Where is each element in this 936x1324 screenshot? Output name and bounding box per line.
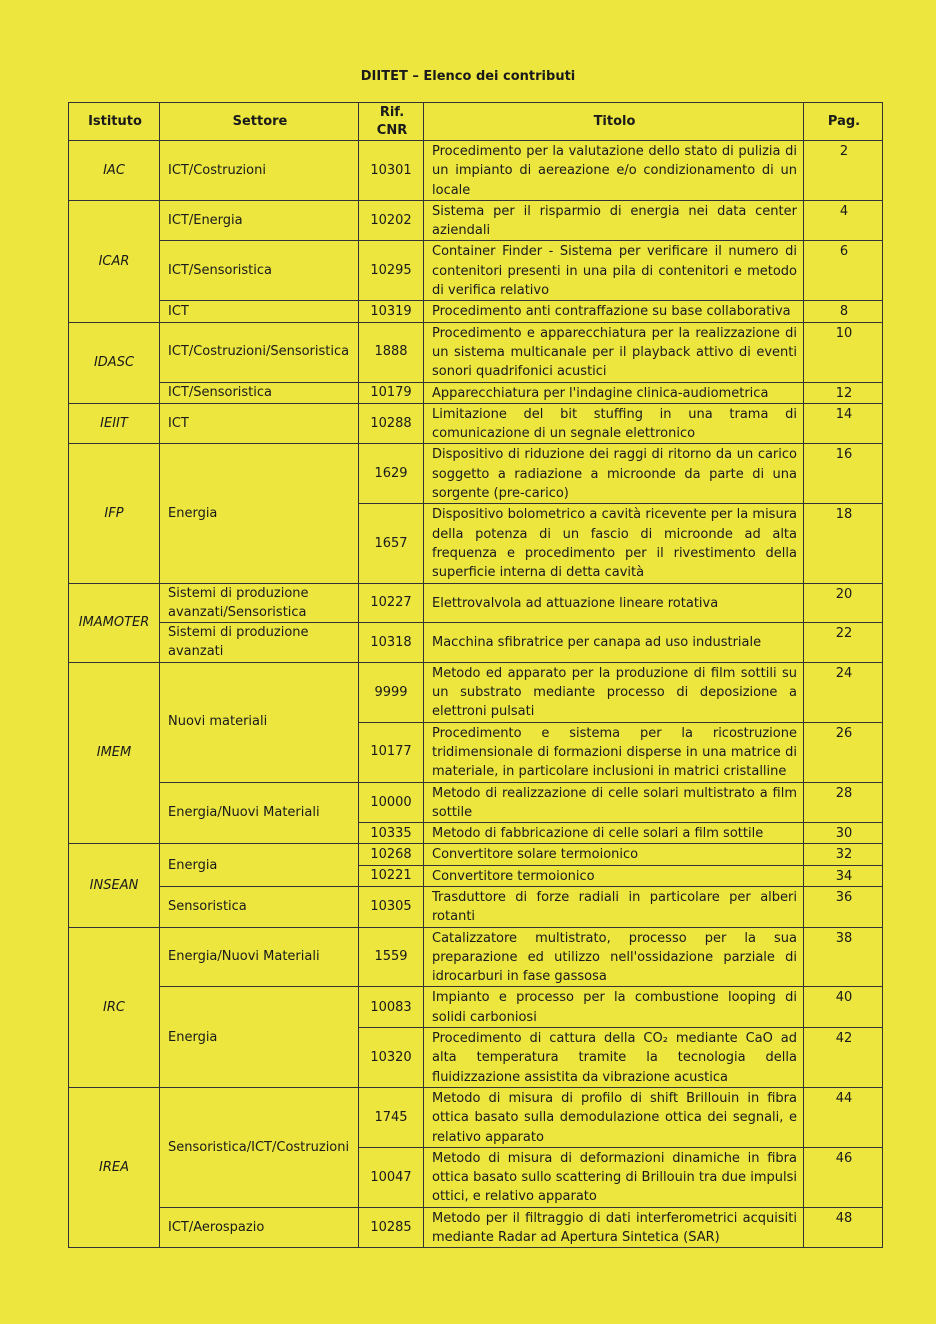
contributions-table [68, 102, 883, 1248]
header-settore: Settore [160, 103, 359, 141]
istituto-cell: IRC [69, 927, 160, 1087]
rif-cell: 10268 [359, 844, 424, 865]
table-row [69, 662, 883, 722]
rif-cell: 10177 [359, 722, 424, 782]
settore-cell: ICT/Sensoristica [160, 382, 359, 403]
pag-cell: 20 [804, 583, 883, 623]
table-row [69, 886, 883, 927]
titolo-cell: Procedimento anti contraffazione su base collaborativa [424, 301, 804, 322]
settore-cell: Nuovi materiali [160, 662, 359, 782]
rif-cell: 10318 [359, 623, 424, 663]
rif-cell: 10335 [359, 823, 424, 844]
table-row [69, 927, 883, 987]
istituto-cell: IDASC [69, 322, 160, 403]
rif-cell: 10000 [359, 782, 424, 823]
settore-cell: ICT/Costruzioni/Sensoristica [160, 322, 359, 382]
titolo-cell: Macchina sfibratrice per canapa ad uso industriale [424, 623, 804, 663]
table-header-row [69, 103, 883, 141]
settore-cell: Energia/Nuovi Materiali [160, 927, 359, 987]
pag-cell: 18 [804, 504, 883, 583]
table-row [69, 844, 883, 865]
settore-cell: Energia [160, 844, 359, 887]
pag-cell: 46 [804, 1147, 883, 1207]
rif-cell: 1745 [359, 1087, 424, 1147]
pag-cell: 48 [804, 1207, 883, 1248]
settore-cell: Sistemi di produzione avanzati/Sensoristica [160, 583, 359, 623]
page-title: DIITET – Elenco dei contributi [360, 69, 576, 84]
settore-cell: Sensoristica/ICT/Costruzioni [160, 1087, 359, 1207]
pag-cell: 28 [804, 782, 883, 823]
rif-cell: 1629 [359, 444, 424, 504]
titolo-cell: Catalizzatore multistrato, processo per la sua preparazione ed utilizzo nell'ossidazione parziale di idrocarburi in fase gassosa [424, 927, 804, 987]
rif-cell: 10083 [359, 987, 424, 1028]
pag-cell: 30 [804, 823, 883, 844]
istituto-cell: IMAMOTER [69, 583, 160, 662]
pag-cell: 40 [804, 987, 883, 1028]
settore-cell: Energia/Nuovi Materiali [160, 782, 359, 844]
pag-cell: 34 [804, 865, 883, 886]
titolo-cell: Impianto e processo per la combustione looping di solidi carboniosi [424, 987, 804, 1028]
pag-cell: 38 [804, 927, 883, 987]
istituto-cell: IMEM [69, 662, 160, 844]
table-row [69, 444, 883, 504]
titolo-cell: Convertitore solare termoionico [424, 844, 804, 865]
istituto-cell: IFP [69, 444, 160, 583]
rif-cell: 10179 [359, 382, 424, 403]
istituto-cell: IEIIT [69, 403, 160, 444]
pag-cell: 2 [804, 141, 883, 201]
header-titolo: Titolo [424, 103, 804, 141]
titolo-cell: Metodo di misura di profilo di shift Brillouin in fibra ottica basato sulla demodulazione ottica dei segnali, e relativo apparato [424, 1087, 804, 1147]
titolo-cell: Dispositivo di riduzione dei raggi di ritorno da un carico soggetto a radiazione a microonde da parte di una sorgente (pre-carico) [424, 444, 804, 504]
header-pag: Pag. [804, 103, 883, 141]
rif-cell: 10288 [359, 403, 424, 444]
rif-cell: 9999 [359, 662, 424, 722]
pag-cell: 8 [804, 301, 883, 322]
settore-cell: Sistemi di produzione avanzati [160, 623, 359, 663]
pag-cell: 12 [804, 382, 883, 403]
pag-cell: 32 [804, 844, 883, 865]
pag-cell: 4 [804, 200, 883, 241]
table-row [69, 623, 883, 663]
pag-cell: 10 [804, 322, 883, 382]
rif-cell: 10047 [359, 1147, 424, 1207]
table-row [69, 1087, 883, 1147]
titolo-cell: Procedimento e sistema per la ricostruzione tridimensionale di formazioni disperse in una matrice di materiale, in particolare inclusioni in matrici cristalline [424, 722, 804, 782]
rif-cell: 10202 [359, 200, 424, 241]
table-row [69, 382, 883, 403]
rif-cell: 1559 [359, 927, 424, 987]
titolo-cell: Procedimento per la valutazione dello stato di pulizia di un impianto di aereazione e/o condizionamento di un locale [424, 141, 804, 201]
pag-cell: 16 [804, 444, 883, 504]
header-istituto: Istituto [69, 103, 160, 141]
titolo-cell: Procedimento di cattura della CO₂ mediante CaO ad alta temperatura tramite la tecnologia della fluidizzazione assistita da vibrazione acustica [424, 1028, 804, 1088]
rif-cell: 1888 [359, 322, 424, 382]
rif-cell: 10285 [359, 1207, 424, 1248]
settore-cell: ICT [160, 301, 359, 322]
titolo-cell: Procedimento e apparecchiatura per la realizzazione di un sistema multicanale per il playback attivo di eventi sonori quadrifonici acustici [424, 322, 804, 382]
table-row [69, 200, 883, 241]
header-rif: Rif. CNR [359, 103, 424, 141]
rif-cell: 10295 [359, 241, 424, 301]
pag-cell: 44 [804, 1087, 883, 1147]
rif-cell: 10305 [359, 886, 424, 927]
titolo-cell: Metodo per il filtraggio di dati interferometrici acquisiti mediante Radar ad Apertura Sintetica (SAR) [424, 1207, 804, 1248]
pag-cell: 24 [804, 662, 883, 722]
titolo-cell: Metodo di fabbricazione di celle solari a film sottile [424, 823, 804, 844]
pag-cell: 36 [804, 886, 883, 927]
titolo-cell: Metodo di misura di deformazioni dinamiche in fibra ottica basato sullo scattering di Brillouin tra due impulsi ottici, e relativo apparato [424, 1147, 804, 1207]
istituto-cell: IAC [69, 141, 160, 201]
pag-cell: 6 [804, 241, 883, 301]
table-row [69, 241, 883, 301]
pag-cell: 22 [804, 623, 883, 663]
istituto-cell: INSEAN [69, 844, 160, 927]
settore-cell: ICT/Costruzioni [160, 141, 359, 201]
titolo-cell: Metodo ed apparato per la produzione di film sottili su un substrato mediante processo di deposizione a elettroni pulsati [424, 662, 804, 722]
titolo-cell: Apparecchiatura per l'indagine clinica-audiometrica [424, 382, 804, 403]
rif-cell: 10320 [359, 1028, 424, 1088]
titolo-cell: Sistema per il risparmio di energia nei data center aziendali [424, 200, 804, 241]
rif-cell: 10301 [359, 141, 424, 201]
settore-cell: Energia [160, 987, 359, 1087]
settore-cell: Sensoristica [160, 886, 359, 927]
titolo-cell: Dispositivo bolometrico a cavità ricevente per la misura della potenza di un fascio di microonde ad alta frequenza e procedimento per il rivestimento della superficie interna di detta cavità [424, 504, 804, 583]
pag-cell: 14 [804, 403, 883, 444]
rif-cell: 10227 [359, 583, 424, 623]
table-row [69, 141, 883, 201]
table-row [69, 782, 883, 823]
rif-cell: 10221 [359, 865, 424, 886]
table-row [69, 322, 883, 382]
pag-cell: 42 [804, 1028, 883, 1088]
table-row [69, 987, 883, 1028]
table-row [69, 1207, 883, 1248]
titolo-cell: Container Finder - Sistema per verificare il numero di contenitori presenti in una pila di contenitori e metodo di verifica relativo [424, 241, 804, 301]
istituto-cell: IREA [69, 1087, 160, 1247]
istituto-cell: ICAR [69, 200, 160, 322]
titolo-cell: Trasduttore di forze radiali in particolare per alberi rotanti [424, 886, 804, 927]
settore-cell: ICT [160, 403, 359, 444]
titolo-cell: Convertitore termoionico [424, 865, 804, 886]
titolo-cell: Elettrovalvola ad attuazione lineare rotativa [424, 583, 804, 623]
settore-cell: ICT/Sensoristica [160, 241, 359, 301]
pag-cell: 26 [804, 722, 883, 782]
settore-cell: ICT/Aerospazio [160, 1207, 359, 1248]
table-row [69, 301, 883, 322]
rif-cell: 10319 [359, 301, 424, 322]
settore-cell: ICT/Energia [160, 200, 359, 241]
table-row [69, 583, 883, 623]
table-row [69, 403, 883, 444]
settore-cell: Energia [160, 444, 359, 583]
titolo-cell: Metodo di realizzazione di celle solari multistrato a film sottile [424, 782, 804, 823]
titolo-cell: Limitazione del bit stuffing in una trama di comunicazione di un segnale elettronico [424, 403, 804, 444]
rif-cell: 1657 [359, 504, 424, 583]
